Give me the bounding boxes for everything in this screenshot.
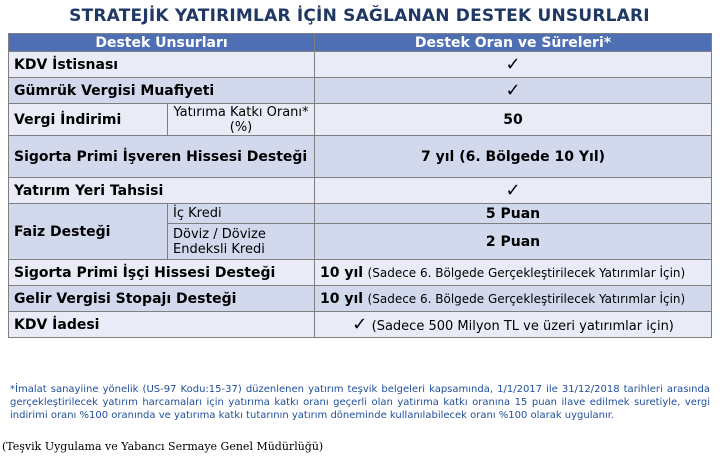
row-label-vergi: Vergi İndirimi [9, 104, 168, 136]
row-value-faiz-ic: 5 Puan [315, 204, 712, 224]
row-sublabel-vergi: Yatırıma Katkı Oranı* (%) [168, 104, 315, 136]
table-row [9, 104, 712, 136]
table-row [9, 78, 712, 104]
check-icon: ✓ [315, 52, 712, 78]
kdv-iade-note: (Sadece 500 Milyon TL ve üzeri yatırımlar için) [371, 319, 674, 334]
row-value-faiz-doviz: 2 Puan [315, 224, 712, 260]
row-label-gelir: Gelir Vergisi Stopajı Desteği [9, 286, 315, 312]
row-value-sigorta-isci [315, 260, 712, 286]
table-row [9, 52, 712, 78]
row-label-sigorta-isveren: Sigorta Primi İşveren Hissesi Desteği [9, 136, 315, 178]
row-label-kdv: KDV İstisnası [9, 52, 315, 78]
gelir-note: (Sadece 6. Bölgede Gerçekleştirilecek Yatırımlar İçin) [367, 291, 686, 306]
check-icon: ✓ [315, 178, 712, 204]
header-support-rates: Destek Oran ve Süreleri* [315, 34, 712, 52]
table-row [9, 204, 712, 224]
sigorta-isci-duration: 10 yıl [320, 264, 364, 281]
source-citation: (Teşvik Uygulama ve Yabancı Sermaye Genel Müdürlüğü) [2, 440, 324, 453]
table-row [9, 178, 712, 204]
table-row [9, 136, 712, 178]
table-row [9, 312, 712, 338]
footnote: *İmalat sanayiine yönelik (US-97 Kodu:15-37) düzenlenen yatırım teşvik belgeleri kapsamında, 1/1/2017 ile 31/12/2018 tarihleri arasında gerçekleştirilecek yatırım harcamaları için yatırıma katkı oranı geçerli olan yatırıma katkı oranına 15 puan ilave edilmek suretiyle, vergi indirimi oranı %100 oranında ve yatırıma katkı tutarının yatırım döneminde kullanılabilecek oranı %100 olarak uygulanır. [10, 384, 710, 421]
row-value-vergi: 50 [315, 104, 712, 136]
row-sublabel-faiz-ic: İç Kredi [168, 204, 315, 224]
row-value-sigorta-isveren: 7 yıl (6. Bölgede 10 Yıl) [315, 136, 712, 178]
row-value-kdv-iade [315, 312, 712, 338]
page-title: STRATEJİK YATIRIMLAR İÇİN SAĞLANAN DESTEK UNSURLARI [69, 6, 650, 26]
row-label-sigorta-isci: Sigorta Primi İşçi Hissesi Desteği [9, 260, 315, 286]
gelir-duration: 10 yıl [320, 290, 364, 307]
check-icon: ✓ [315, 78, 712, 104]
table-row [9, 260, 712, 286]
row-value-gelir [315, 286, 712, 312]
row-label-yatirim-yeri: Yatırım Yeri Tahsisi [9, 178, 315, 204]
row-label-gumruk: Gümrük Vergisi Muafiyeti [9, 78, 315, 104]
row-sublabel-faiz-doviz: Döviz / Dövize Endeksli Kredi [168, 224, 315, 260]
header-support-items: Destek Unsurları [9, 34, 315, 52]
sigorta-isci-note: (Sadece 6. Bölgede Gerçekleştirilecek Yatırımlar İçin) [367, 265, 686, 280]
check-icon: ✓ [352, 314, 368, 335]
table-row [9, 286, 712, 312]
support-table [8, 33, 712, 338]
row-label-kdv-iade: KDV İadesi [9, 312, 315, 338]
row-label-faiz: Faiz Desteği [9, 204, 168, 260]
table-header-row [9, 34, 712, 52]
